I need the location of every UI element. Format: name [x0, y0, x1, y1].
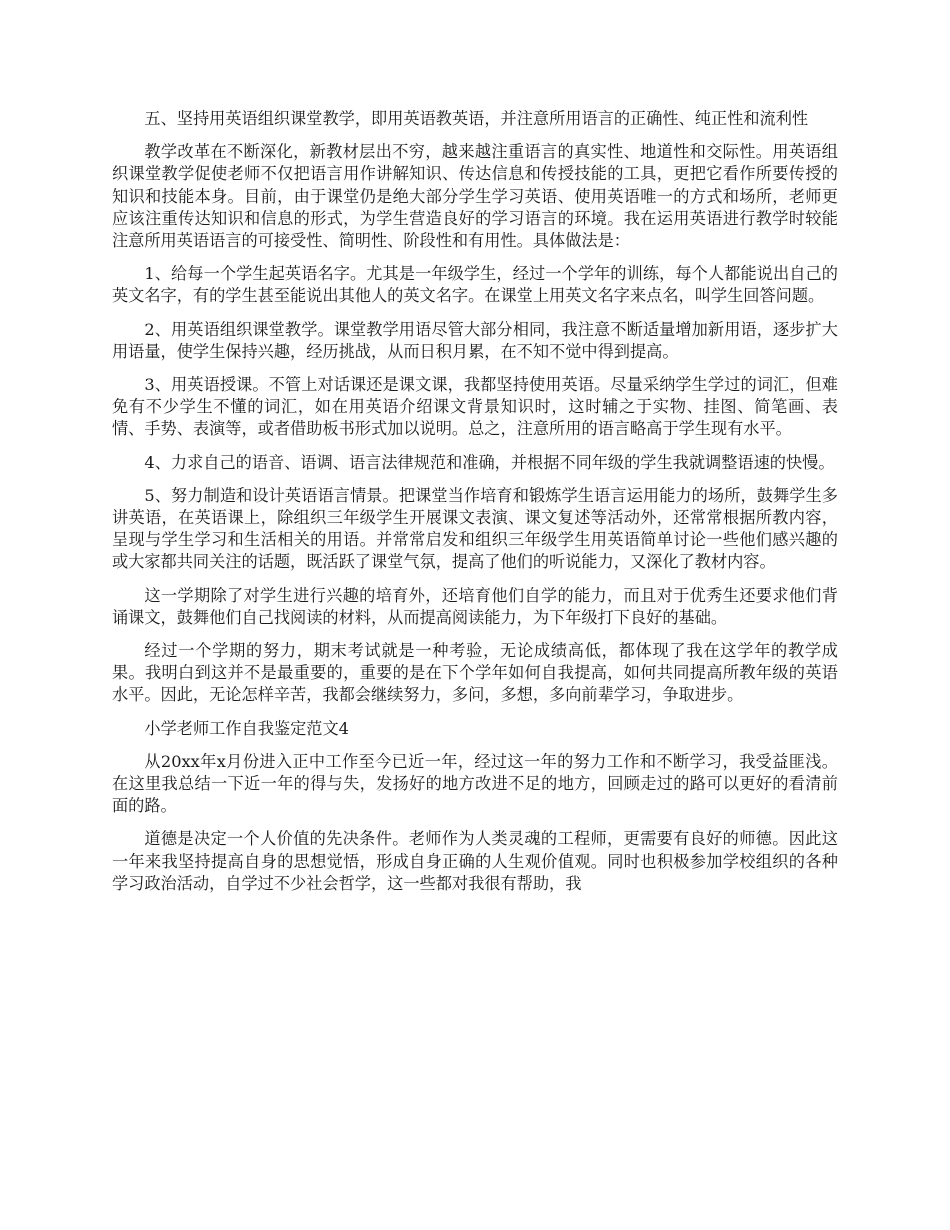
- paragraph-semester-summary: 经过一个学期的努力，期末考试就是一种考验，无论成绩高低，都体现了我在这学年的教学成果。我明白到这并不是最重要的，重要的是在下个学年如何自我提高，如何共同提高所教年级的英语水平。因此，无论怎样辛苦，我都会继续努力，多问，多想，多向前辈学习，争取进步。: [112, 641, 838, 705]
- list-item-1: 1、给每一个学生起英语名字。尤其是一年级学生，经过一个学年的训练，每个人都能说出自己的英文名字，有的学生甚至能说出其他人的英文名字。在课堂上用英文名字来点名，叫学生回答问题。: [112, 264, 838, 306]
- list-item-5: 5、努力制造和设计英语语言情景。把课堂当作培育和锻炼学生语言运用能力的场所，鼓舞学生多讲英语，在英语课上，除组织三年级学生开展课文表演、课文复述等活动外，还常常根据所教内容，呈现与学生学习和生活相关的用语。并常常启发和组织三年级学生用英语简单讨论一些他们感兴趣的或大家都共同关注的话题，既活跃了课堂气氛，提高了他们的听说能力，又深化了教材内容。: [112, 485, 838, 572]
- list-item-4: 4、力求自己的语音、语调、语言法律规范和准确，并根据不同年级的学生我就调整语速的快慢。: [144, 452, 835, 472]
- paragraph-self-study: 这一学期除了对学生进行兴趣的培育外，还培育他们自学的能力，而且对于优秀生还要求他们背诵课文，鼓舞他们自己找阅读的材料，从而提高阅读能力，为下年级打下良好的基础。: [112, 585, 838, 627]
- section-heading-five: 五、坚持用英语组织课堂教学，即用英语教英语，并注意所用语言的正确性、纯正性和流利性: [144, 109, 809, 128]
- paragraph-work-intro: 从20xx年x月份进入正中工作至今已近一年，经过这一年的努力工作和不断学习，我受益匪浅。在这里我总结一下近一年的得与失，发扬好的地方改进不足的地方，回顾走过的路可以更好的看清前面的路。: [112, 751, 838, 816]
- paragraph-teaching-reform: 教学改革在不断深化，新教材层出不穷，越来越注重语言的真实性、地道性和交际性。用英语组织课堂教学促使老师不仅把语言用作讲解知识、传达信息和传授技能的工具，更把它看作所要传授的知识和技能本身。目前，由于课堂仍是绝大部分学生学习英语、使用英语唯一的方式和场所，老师更应该注重传达知识和信息的形式，为学生营造良好的学习语言的环境。我在运用英语进行教学时较能注意所用英语语言的可接受性、简明性、阶段性和有用性。具体做法是：: [112, 142, 838, 251]
- section-title-sample-4: 小学老师工作自我鉴定范文4: [144, 718, 349, 738]
- paragraph-morality: 道德是决定一个人价值的先决条件。老师作为人类灵魂的工程师，更需要有良好的师德。因此这一年来我坚持提高自身的思想觉悟，形成自身正确的人生观价值观。同时也积极参加学校组织的各种学习政治活动，自学过不少社会哲学，这一些都对我很有帮助，我: [112, 829, 838, 893]
- list-item-2: 2、用英语组织课堂教学。课堂教学用语尽管大部分相同，我注意不断适量增加新用语，逐步扩大用语量，使学生保持兴趣，经历挑战，从而日积月累，在不知不觉中得到提高。: [112, 319, 838, 361]
- document-body: [112, 108, 838, 906]
- list-item-3: 3、用英语授课。不管上对话课还是课文课，我都坚持使用英语。尽量采纳学生学过的词汇，但难免有不少学生不懂的词汇，如在用英语介绍课文背景知识时，这时辅之于实物、挂图、简笔画、表情、手势、表演等，或者借助板书形式加以说明。总之，注意所用的语言略高于学生现有水平。: [112, 375, 838, 439]
